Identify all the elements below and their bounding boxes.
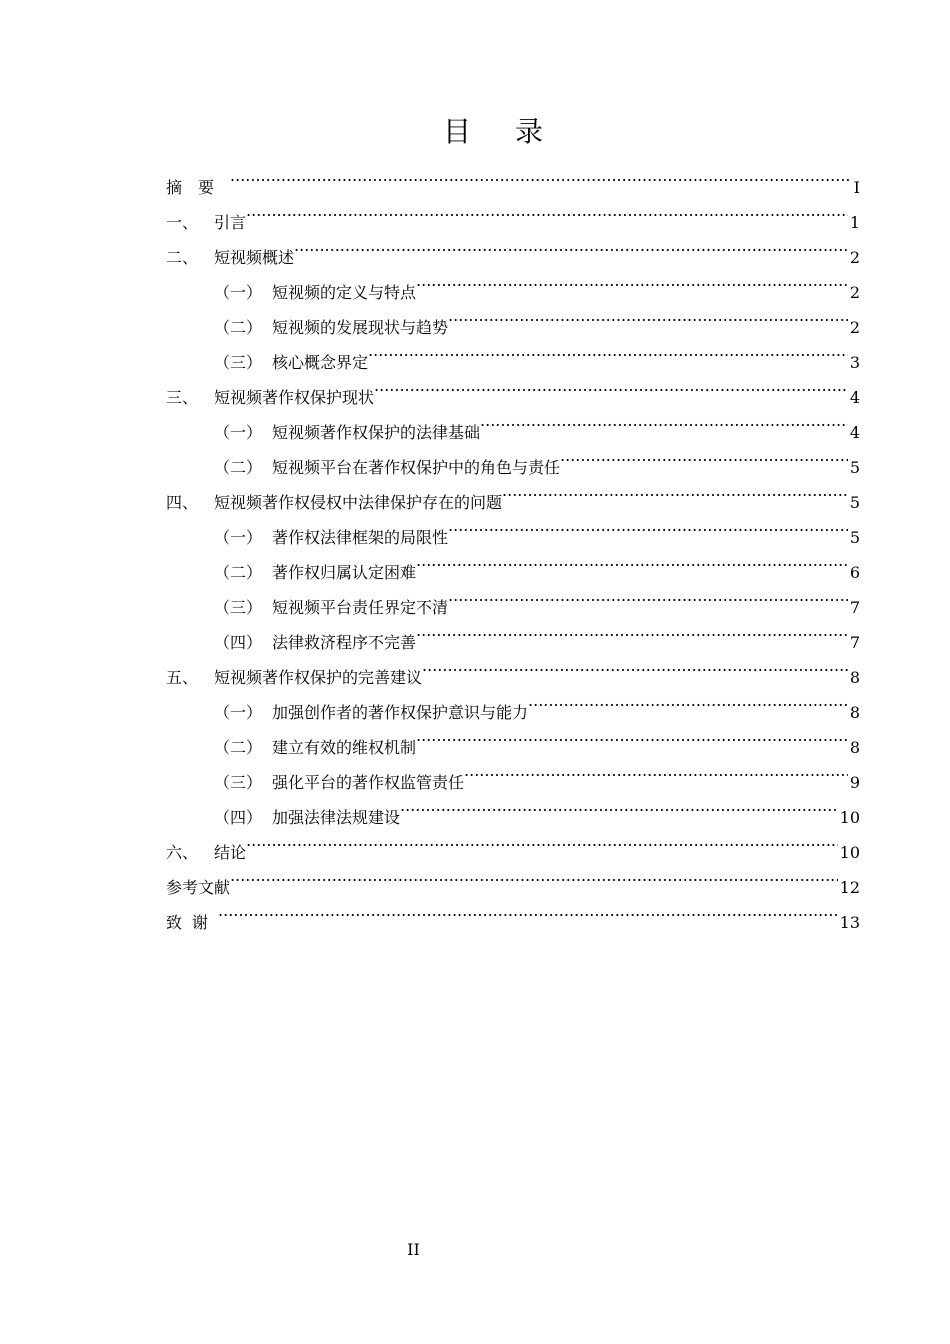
toc-entry-number: （四） xyxy=(214,808,263,827)
toc-dot-leader xyxy=(374,368,848,403)
toc-entry-label: 加强创作者的著作权保护意识与能力 xyxy=(272,703,529,722)
toc-dot-leader xyxy=(416,263,848,298)
toc-entry-label: 短视频概述 xyxy=(214,248,295,267)
toc-entry-page: 2 xyxy=(849,248,860,267)
toc-entry-number: （二） xyxy=(214,738,263,757)
toc-entry-number: （二） xyxy=(214,318,263,337)
toc-entry-number: 五、 xyxy=(166,668,199,687)
toc-entry-label: 参考文献 xyxy=(166,878,231,897)
toc-entry-label: 短视频著作权保护现状 xyxy=(214,388,375,407)
table-of-contents xyxy=(166,158,860,932)
toc-entry-page: 10 xyxy=(839,808,860,827)
toc-entry-number: （四） xyxy=(214,633,263,652)
toc-entry-page: 9 xyxy=(849,773,860,792)
toc-dot-leader xyxy=(448,298,848,333)
toc-entry-page: 8 xyxy=(849,668,860,687)
toc-entry-page: 10 xyxy=(839,843,860,862)
toc-entry-label: 致谢 xyxy=(166,913,219,932)
toc-entry-page: 8 xyxy=(849,738,860,757)
toc-entry[interactable] xyxy=(166,893,860,932)
toc-entry-label: 短视频平台责任界定不清 xyxy=(272,598,449,617)
toc-dot-leader xyxy=(230,858,838,893)
toc-entry-number: （三） xyxy=(214,598,263,617)
toc-entry-number: （一） xyxy=(214,283,263,302)
toc-entry-number: （二） xyxy=(214,458,263,477)
toc-entry-number: （一） xyxy=(214,423,263,442)
toc-entry-label: 短视频平台在著作权保护中的角色与责任 xyxy=(272,458,561,477)
toc-entry[interactable] xyxy=(166,158,860,197)
toc-entry-number: （二） xyxy=(214,563,263,582)
toc-entry-page: 13 xyxy=(839,913,860,932)
toc-entry-page: 8 xyxy=(849,703,860,722)
toc-entry[interactable] xyxy=(166,193,860,232)
toc-dot-leader xyxy=(218,893,838,928)
toc-entry[interactable] xyxy=(166,823,860,862)
toc-entry-label: 著作权归属认定困难 xyxy=(272,563,417,582)
toc-entry-label: 建立有效的维权机制 xyxy=(272,738,417,757)
toc-entry-label: 短视频的发展现状与趋势 xyxy=(272,318,449,337)
toc-entry-page: 7 xyxy=(849,633,860,652)
toc-dot-leader xyxy=(230,158,852,193)
toc-entry[interactable] xyxy=(166,858,860,897)
toc-entry-page: 5 xyxy=(849,458,860,477)
toc-dot-leader xyxy=(246,193,848,228)
toc-entry-label: 著作权法律框架的局限性 xyxy=(272,528,449,547)
toc-entry-label: 法律救济程序不完善 xyxy=(272,633,417,652)
toc-dot-leader xyxy=(560,438,848,473)
toc-entry-number: （三） xyxy=(214,773,263,792)
toc-entry-page: 7 xyxy=(849,598,860,617)
toc-entry-label: 加强法律法规建设 xyxy=(272,808,401,827)
toc-title: 目录 xyxy=(442,115,587,148)
toc-entry-number: 一、 xyxy=(166,213,199,232)
toc-entry-label: 强化平台的著作权监管责任 xyxy=(272,773,465,792)
toc-dot-leader xyxy=(502,473,848,508)
toc-dot-leader xyxy=(416,543,848,578)
toc-entry-number: 三、 xyxy=(166,388,199,407)
toc-dot-leader xyxy=(422,648,848,683)
toc-entry-label: 结论 xyxy=(214,843,247,862)
toc-entry-label: 摘要 xyxy=(166,178,231,197)
toc-entry-page: 1 xyxy=(849,213,860,232)
toc-dot-leader xyxy=(464,753,848,788)
toc-entry-number: 四、 xyxy=(166,493,199,512)
toc-entry-page: 3 xyxy=(849,353,860,372)
toc-entry-number: 六、 xyxy=(166,843,199,862)
toc-entry-page: 4 xyxy=(849,423,860,442)
toc-entry-number: （一） xyxy=(214,703,263,722)
toc-entry-label: 短视频著作权侵权中法律保护存在的问题 xyxy=(214,493,503,512)
toc-dot-leader xyxy=(416,718,848,753)
toc-dot-leader xyxy=(480,403,848,438)
toc-entry-label: 核心概念界定 xyxy=(272,353,369,372)
toc-dot-leader xyxy=(448,578,848,613)
toc-entry-page: 5 xyxy=(849,528,860,547)
toc-dot-leader xyxy=(400,788,838,823)
toc-entry-page: 5 xyxy=(849,493,860,512)
toc-entry-page: 12 xyxy=(839,878,860,897)
toc-entry-label: 短视频著作权保护的法律基础 xyxy=(272,423,481,442)
toc-entry-number: 二、 xyxy=(166,248,199,267)
toc-entry-page: I xyxy=(853,178,860,197)
toc-entry[interactable] xyxy=(166,228,860,267)
toc-entry-number: （一） xyxy=(214,528,263,547)
toc-dot-leader xyxy=(528,683,848,718)
toc-dot-leader xyxy=(294,228,848,263)
toc-dot-leader xyxy=(368,333,848,368)
toc-entry-page: 4 xyxy=(849,388,860,407)
toc-entry-page: 2 xyxy=(849,283,860,302)
toc-entry-page: 6 xyxy=(849,563,860,582)
toc-entry-label: 短视频著作权保护的完善建议 xyxy=(214,668,423,687)
toc-dot-leader xyxy=(416,613,848,648)
page-number: II xyxy=(407,1240,420,1259)
toc-entry-number: （三） xyxy=(214,353,263,372)
toc-entry-page: 2 xyxy=(849,318,860,337)
toc-dot-leader xyxy=(448,508,848,543)
toc-entry-label: 引言 xyxy=(214,213,247,232)
toc-entry-label: 短视频的定义与特点 xyxy=(272,283,417,302)
toc-dot-leader xyxy=(246,823,838,858)
